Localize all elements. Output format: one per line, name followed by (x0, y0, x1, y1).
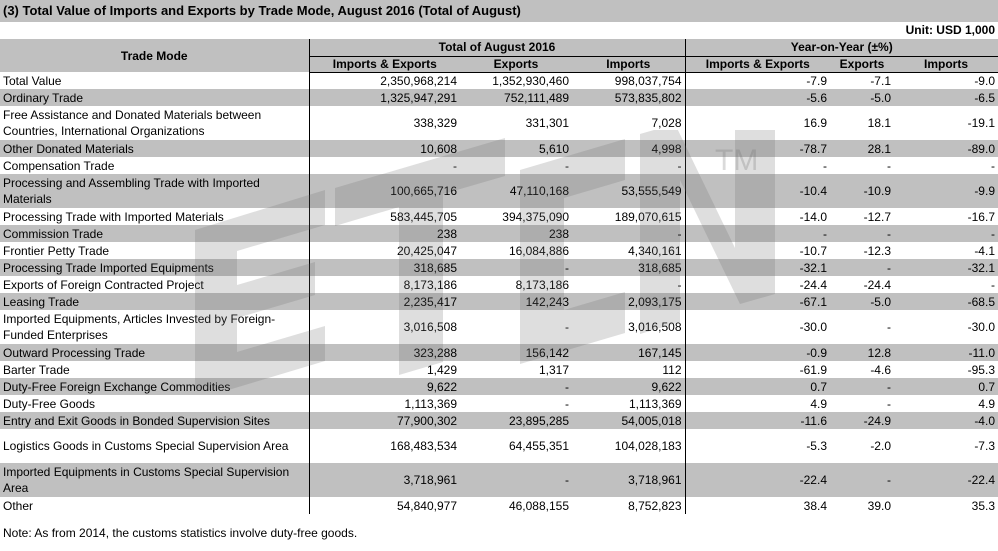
cell-yoy-imports: -16.7 (967, 209, 995, 224)
trade-mode-header: Trade Mode (0, 39, 309, 72)
cell-total-ie: 1,113,369 (309, 395, 460, 412)
cell-total-ie: - (309, 157, 460, 174)
cell-total-ie: 3,718,961 (309, 463, 460, 497)
cell-yoy-ie: 0.7 (685, 378, 830, 395)
table-row (0, 412, 998, 429)
cell-yoy-exports: 39.0 (867, 498, 891, 513)
cell-total-ie: 2,235,417 (309, 293, 460, 310)
cell-yoy-exports: - (830, 378, 894, 395)
table-row (0, 157, 998, 174)
row-trade-mode: Exports of Foreign Contracted Project (3, 277, 204, 292)
cell-total-imports: 3,718,961 (572, 463, 685, 497)
cell-total-imports: - (572, 225, 685, 242)
cell-yoy-exports: -12.7 (863, 209, 891, 224)
col-header-total-exports: Exports (460, 56, 572, 72)
cell-yoy-ie: -22.4 (685, 463, 830, 497)
row-trade-mode: Processing Trade Imported Equipments (0, 259, 309, 276)
cell-total-imports: 7,028 (651, 116, 682, 130)
cell-total-ie: 20,425,047 (309, 242, 460, 259)
cell-total-ie: 100,665,716 (309, 174, 460, 208)
cell-total-exports: 752,111,489 (460, 89, 572, 106)
cell-yoy-imports: - (894, 225, 998, 242)
table-row (0, 174, 998, 208)
cell-yoy-imports: -68.5 (894, 293, 998, 310)
cell-yoy-imports: -11.0 (894, 344, 998, 361)
cell-total-ie: 54,840,977 (309, 497, 460, 514)
cell-yoy-exports: -5.0 (830, 293, 894, 310)
cell-yoy-ie: -78.7 (685, 140, 830, 157)
cell-total-imports: - (677, 158, 682, 173)
col-header-yoy-imports: Imports (894, 56, 998, 72)
cell-yoy-ie: -7.9 (685, 72, 830, 89)
row-trade-mode: Other (3, 498, 34, 513)
cell-total-imports: 8,752,823 (628, 498, 682, 513)
cell-total-ie: 8,173,186 (309, 276, 460, 293)
table-row (0, 293, 998, 310)
cell-yoy-imports: -89.0 (894, 140, 998, 157)
row-trade-mode: Imported Equipments, Articles Invested by Foreign-Funded Enterprises (3, 312, 276, 342)
table-row (0, 140, 998, 157)
table-row (0, 208, 998, 225)
cell-yoy-imports: -95.3 (967, 362, 995, 377)
cell-total-imports: 4,998 (572, 140, 685, 157)
cell-total-imports: - (677, 277, 682, 292)
cell-total-exports: 23,895,285 (460, 412, 572, 429)
cell-yoy-imports: -30.0 (967, 320, 995, 334)
footnote: Note: As from 2014, the customs statistics involve duty-free goods. (3, 526, 358, 540)
row-trade-mode: Duty-Free Foreign Exchange Commodities (0, 378, 309, 395)
cell-yoy-exports: -24.9 (830, 412, 894, 429)
cell-total-ie: 323,288 (309, 344, 460, 361)
cell-yoy-imports: - (991, 158, 995, 173)
trade-mode-table (0, 39, 998, 514)
table-row (0, 89, 998, 106)
row-trade-mode: Leasing Trade (0, 293, 309, 310)
cell-total-exports: 46,088,155 (508, 498, 569, 513)
table-row (0, 72, 998, 89)
cell-yoy-imports: 4.9 (978, 396, 995, 411)
cell-yoy-ie: -14.0 (685, 208, 830, 225)
table-row (0, 463, 998, 497)
cell-total-ie: 1,325,947,291 (309, 89, 460, 106)
cell-total-ie: 238 (309, 225, 460, 242)
cell-yoy-ie: - (685, 157, 830, 174)
cell-yoy-imports: -4.1 (974, 243, 995, 258)
cell-total-ie: 2,350,968,214 (309, 72, 460, 89)
cell-yoy-exports: -5.0 (830, 89, 894, 106)
cell-total-exports: 47,110,168 (460, 174, 572, 208)
cell-total-ie: 338,329 (309, 106, 460, 140)
cell-yoy-exports: -2.0 (870, 439, 891, 453)
cell-total-imports: 189,070,615 (614, 209, 682, 224)
cell-yoy-ie: -5.6 (685, 89, 830, 106)
cell-total-imports: 112 (662, 362, 682, 377)
row-trade-mode: Free Assistance and Donated Materials between Countries, International Organizations (3, 108, 262, 138)
cell-total-ie: 10,608 (309, 140, 460, 157)
cell-yoy-imports: -9.9 (894, 174, 998, 208)
cell-yoy-exports: 18.1 (867, 116, 891, 130)
cell-total-exports: 156,142 (460, 344, 572, 361)
cell-yoy-imports: -4.0 (894, 412, 998, 429)
table-row (0, 429, 998, 463)
cell-yoy-exports: -12.3 (863, 243, 891, 258)
cell-yoy-imports: -32.1 (894, 259, 998, 276)
cell-total-ie: 9,622 (309, 378, 460, 395)
table-row (0, 497, 998, 514)
cell-total-exports: - (565, 396, 569, 411)
cell-total-exports: 331,301 (525, 116, 569, 130)
cell-yoy-exports: - (830, 463, 894, 497)
cell-total-exports: 238 (460, 225, 572, 242)
cell-yoy-exports: 12.8 (830, 344, 894, 361)
cell-total-ie: 168,483,534 (309, 429, 460, 463)
cell-total-imports: 104,028,183 (614, 439, 682, 453)
cell-total-exports: - (460, 259, 572, 276)
cell-yoy-ie: -10.7 (685, 242, 830, 259)
row-trade-mode: Compensation Trade (3, 158, 115, 173)
cell-yoy-ie: 38.4 (685, 497, 830, 514)
cell-total-ie: 3,016,508 (309, 310, 460, 344)
cell-yoy-exports: - (830, 259, 894, 276)
table-body (0, 72, 998, 514)
cell-total-ie: 1,429 (309, 361, 460, 378)
cell-yoy-exports: 28.1 (830, 140, 894, 157)
cell-total-imports: 318,685 (572, 259, 685, 276)
cell-yoy-exports: -24.4 (863, 277, 891, 292)
cell-total-imports: 1,113,369 (629, 396, 682, 411)
cell-yoy-ie: 4.9 (685, 395, 830, 412)
table-row (0, 242, 998, 259)
cell-yoy-exports: - (887, 320, 891, 334)
table-row (0, 106, 998, 140)
row-trade-mode: Ordinary Trade (0, 89, 309, 106)
cell-total-exports: - (565, 158, 569, 173)
table-row (0, 395, 998, 412)
row-trade-mode: Logistics Goods in Customs Special Supervision Area (3, 439, 289, 453)
cell-total-imports: 167,145 (572, 344, 685, 361)
cell-yoy-ie: -67.1 (685, 293, 830, 310)
cell-yoy-exports: -4.6 (870, 362, 891, 377)
cell-total-exports: 5,610 (460, 140, 572, 157)
row-trade-mode: Processing Trade with Imported Materials (3, 209, 224, 224)
cell-yoy-imports: -9.0 (974, 73, 995, 88)
cell-yoy-imports: -6.5 (894, 89, 998, 106)
cell-yoy-ie: - (685, 225, 830, 242)
cell-total-imports: 4,340,161 (628, 243, 682, 258)
cell-yoy-exports: - (887, 158, 891, 173)
table-title: (3) Total Value of Imports and Exports by Trade Mode, August 2016 (Total of August) (0, 0, 998, 22)
cell-yoy-exports: -10.9 (830, 174, 894, 208)
cell-yoy-imports: 35.3 (971, 498, 995, 513)
cell-yoy-ie: 16.9 (685, 106, 830, 140)
row-trade-mode: Total Value (3, 73, 62, 88)
col-header-yoy-ie: Imports & Exports (685, 56, 830, 72)
cell-yoy-exports: - (830, 225, 894, 242)
cell-total-ie: 583,445,705 (309, 208, 460, 225)
table-row (0, 225, 998, 242)
cell-total-exports: 142,243 (460, 293, 572, 310)
cell-yoy-ie: -11.6 (685, 412, 830, 429)
cell-total-ie: 318,685 (309, 259, 460, 276)
cell-yoy-ie: -10.4 (685, 174, 830, 208)
row-trade-mode: Duty-Free Goods (3, 396, 96, 411)
cell-total-exports: - (460, 378, 572, 395)
cell-yoy-ie: -0.9 (685, 344, 830, 361)
cell-yoy-exports: -7.1 (870, 73, 891, 88)
row-trade-mode: Barter Trade (3, 362, 70, 377)
row-trade-mode: Outward Processing Trade (0, 344, 309, 361)
cell-yoy-imports: - (991, 277, 995, 292)
row-trade-mode: Imported Equipments in Customs Special Supervision Area (0, 463, 309, 497)
row-trade-mode: Other Donated Materials (0, 140, 309, 157)
table-row (0, 276, 998, 293)
cell-total-exports: 64,455,351 (508, 439, 569, 453)
row-trade-mode: Entry and Exit Goods in Bonded Supervision Sites (0, 412, 309, 429)
col-header-total-ie: Imports & Exports (309, 56, 460, 72)
row-trade-mode: Processing and Assembling Trade with Imported Materials (0, 174, 309, 208)
cell-total-exports: 16,084,886 (508, 243, 569, 258)
yoy-group-header: Year-on-Year (±%) (685, 39, 998, 56)
cell-yoy-imports: -7.3 (974, 439, 995, 453)
cell-total-imports: 998,037,754 (614, 73, 682, 88)
cell-total-exports: 8,173,186 (515, 277, 569, 292)
cell-yoy-ie: -30.0 (685, 310, 830, 344)
cell-yoy-ie: -32.1 (685, 259, 830, 276)
cell-yoy-exports: - (887, 396, 891, 411)
cell-total-imports: 9,622 (572, 378, 685, 395)
cell-yoy-imports: -22.4 (894, 463, 998, 497)
cell-yoy-imports: -19.1 (967, 116, 995, 130)
unit-label: Unit: USD 1,000 (905, 23, 995, 37)
svg-text:TM: TM (715, 144, 759, 177)
cell-total-imports: 3,016,508 (628, 320, 682, 334)
table-row (0, 259, 998, 276)
cell-yoy-ie: -61.9 (685, 361, 830, 378)
row-trade-mode: Frontier Petty Trade (3, 243, 110, 258)
cell-total-imports: 573,835,802 (572, 89, 685, 106)
cell-total-imports: 54,005,018 (572, 412, 685, 429)
table-row (0, 361, 998, 378)
cell-total-exports: 1,317 (538, 362, 569, 377)
table-row (0, 344, 998, 361)
cell-total-exports: - (565, 320, 569, 334)
row-trade-mode: Commission Trade (0, 225, 309, 242)
cell-yoy-imports: 0.7 (894, 378, 998, 395)
cell-total-imports: 53,555,549 (572, 174, 685, 208)
table-row (0, 378, 998, 395)
cell-total-imports: 2,093,175 (572, 293, 685, 310)
col-header-total-imports: Imports (572, 56, 685, 72)
cell-total-exports: 394,375,090 (502, 209, 569, 224)
cell-total-ie: 77,900,302 (309, 412, 460, 429)
table-row (0, 310, 998, 344)
total-group-header: Total of August 2016 (309, 39, 685, 56)
cell-total-exports: - (460, 463, 572, 497)
col-header-yoy-exports: Exports (830, 56, 894, 72)
cell-yoy-ie: -5.3 (685, 429, 830, 463)
cell-yoy-ie: -24.4 (685, 276, 830, 293)
cell-total-exports: 1,352,930,460 (492, 73, 569, 88)
